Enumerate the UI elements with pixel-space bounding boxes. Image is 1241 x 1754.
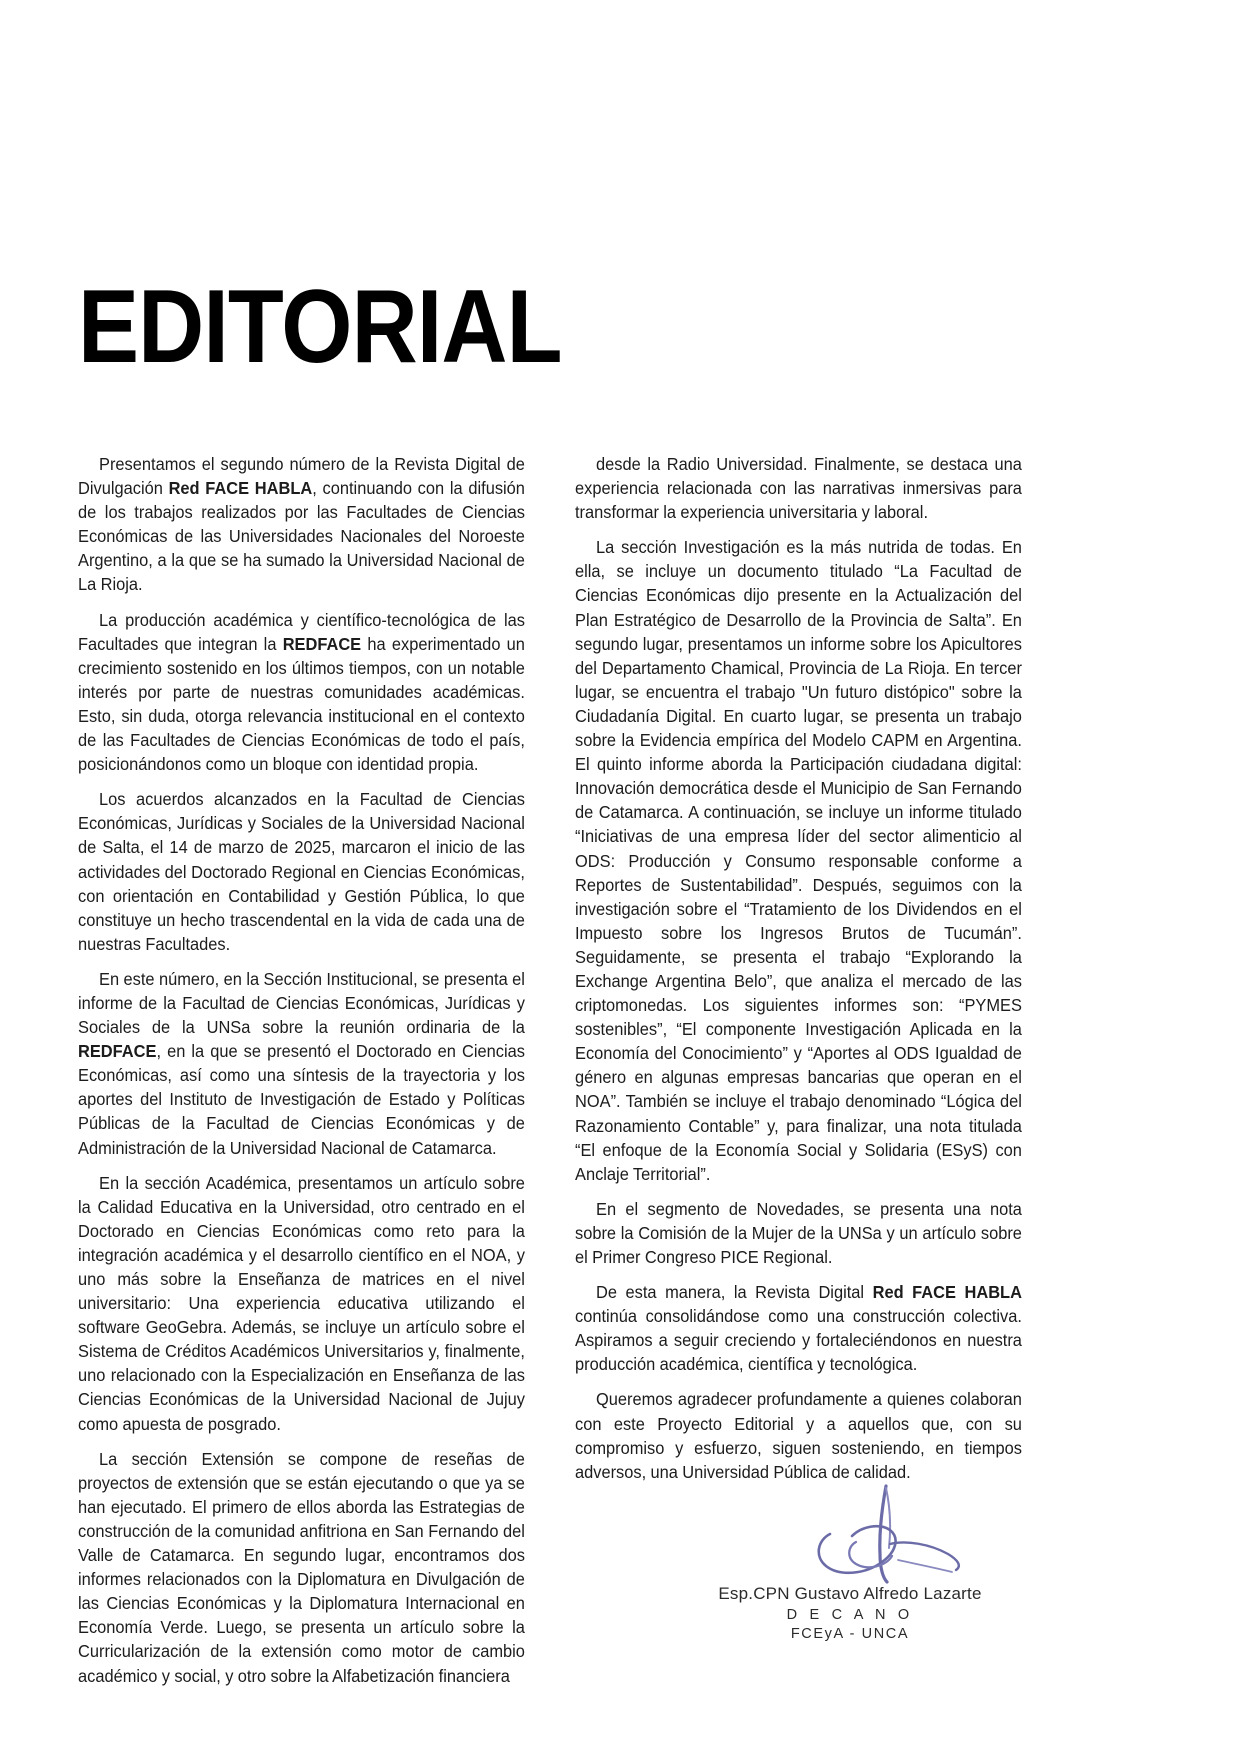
paragraph-p8 — [575, 535, 1022, 1186]
paragraph-p5 — [78, 1171, 525, 1436]
text-run: La sección Investigación es la más nutrida de todas. En ella, se incluye un documento titulado “La Facultad de Ciencias Económicas dijo presente en la Actualización del Plan Estratégico de Desarrollo de la Provincia de Salta”. En segundo lugar, presentamos un informe sobre los Apicultores del Departamento Chamical, Provincia de La Rioja. En tercer lugar, se encuentra el trabajo "Un futuro distópico" sobre la Ciudadanía Digital. En cuarto lugar, se presenta un trabajo sobre la Evidencia empírica del Modelo CAPM en Argentina. El quinto informe aborda la Participación ciudadana digital: Innovación democrática desde el Municipio de San Fernando de Catamarca. A continuación, se incluye un informe titulado “Iniciativas de una empresa líder del sector alimenticio al ODS: Producción y Consumo responsable conforme a Reportes de Sustentabilidad”. Después, seguimos con la investigación sobre el “Tratamiento de los Dividendos en el Impuesto sobre los Ingresos Brutos de Tucumán”. Seguidamente, se presenta el trabajo “Explorando la Exchange Argentina Belo”, que analiza el mercado de las criptomonedas. Los siguientes informes son: “PYMES sostenibles”, “El componente Investigación Aplicada en la Economía del Conocimiento” y “Aportes al ODS Igualdad de género en algunas empresas bancarias que operan en el NOA”. También se incluye el trabajo denominado “Lógica del Razonamiento Contable” y, para finalizar, una nota titulada “El enfoque de la Economía Social y Solidaria (ESyS) con Anclaje Territorial”. — [575, 537, 1022, 1184]
text-run: En este número, en la Sección Institucional, se presenta el informe de la Facultad de Ciencias Económicas, Jurídicas y Sociales de la UNSa sobre la reunión ordinaria de la — [78, 968, 525, 1038]
text-run: La producción académica y científico-tecnológica de las Facultades que integran la — [78, 609, 525, 654]
text-run: desde la Radio Universidad. Finalmente, se destaca una experiencia relacionada con las narrativas inmersivas para transformar la experiencia universitaria y laboral. — [575, 454, 1022, 523]
paragraph-p4 — [78, 967, 525, 1160]
signature-block — [640, 1482, 1060, 1642]
paragraph-p2 — [78, 608, 525, 777]
text-run: En la sección Académica, presentamos un artículo sobre la Calidad Educativa en la Universidad, otro centrado en el Doctorado en Ciencias Económicas como reto para la integración académica y el desarrollo científico en el NOA, y uno más sobre la Enseñanza de matrices en el nivel universitario: Una experiencia educativa utilizando el software GeoGebra. Además, se incluye un artículo sobre el Sistema de Créditos Académicos Universitarios y, finalmente, uno relacionado con la Especialización en Enseñanza de las Ciencias Económicas de la Universidad Nacional de Jujuy como apuesta de posgrado. — [78, 1172, 525, 1434]
text-run: La sección Extensión se compone de reseñas de proyectos de extensión que se están ejecutando o que ya se han ejecutado. El primero de ellos aborda las Estrategias de construcción de la comunidad anfitriona en San Fernando del Valle de Catamarca. En segundo lugar, encontramos dos informes relacionados con la Diplomatura en Divulgación de las Ciencias Económicas y la Diplomatura Internacional en Economía Verde. Luego, se presenta un artículo sobre la Curricularización de la extensión como motor de cambio académico y social, y otro sobre la Alfabetización financiera — [78, 1448, 525, 1686]
text-run: De esta manera, la Revista Digital — [596, 1282, 873, 1303]
paragraph-p7 — [575, 452, 1022, 524]
text-run: En el segmento de Novedades, se presenta una nota sobre la Comisión de la Mujer de la UNSa y un artículo sobre el Primer Congreso PICE Regional. — [575, 1198, 1022, 1267]
paragraph-p6 — [78, 1447, 525, 1688]
handwritten-signature-icon — [710, 1482, 1060, 1590]
emphasis-term: REDFACE — [282, 633, 362, 654]
emphasis-term: Red FACE HABLA — [168, 478, 313, 499]
text-run: continúa consolidándose como una construcción colectiva. Aspiramos a seguir creciendo y fortaleciéndonos en nuestra producción académica, científica y tecnológica. — [575, 1306, 1022, 1375]
right-text-column — [575, 452, 1043, 1484]
signature-role: D E C A N O — [786, 1607, 914, 1623]
text-run: , continuando con la difusión de los trabajos realizados por las Facultades de Ciencias Económicas de las Universidades Nacionales del Noroeste Argentino, a la que se ha sumado la Universidad Nacional de La Rioja. — [78, 478, 525, 595]
emphasis-term: Red FACE HABLA — [872, 1282, 1022, 1303]
paragraph-p3 — [78, 787, 525, 956]
page-title: EDITORIAL — [78, 268, 562, 385]
text-run: Queremos agradecer profundamente a quienes colaboran con este Proyecto Editorial y a aquellos que, con su compromiso y esfuerzo, siguen sosteniendo, en tiempos adversos, una Universidad Pública de calidad. — [575, 1389, 1022, 1482]
paragraph-p9 — [575, 1197, 1022, 1269]
left-text-column — [78, 452, 546, 1688]
text-run: Presentamos el segundo número de la Revista Digital de Divulgación — [78, 454, 525, 499]
paragraph-p1 — [78, 452, 525, 597]
emphasis-term: REDFACE — [78, 1041, 157, 1062]
text-run: , en la que se presentó el Doctorado en Ciencias Económicas, así como una síntesis de la trayectoria y los aportes del Instituto de Investigación de Estado y Políticas Públicas de la Facultad de Ciencias Económicas y de Administración de la Universidad Nacional de Catamarca. — [78, 1041, 525, 1158]
text-run: ha experimentado un crecimiento sostenido en los últimos tiempos, con un notable interés por parte de nuestras comunidades académicas. Esto, sin duda, otorga relevancia institucional en el contexto de las Facultades de Ciencias Económicas de todo el país, posicionándonos como un bloque con identidad propia. — [78, 633, 525, 775]
signature-name: Esp.CPN Gustavo Alfredo Lazarte — [718, 1584, 982, 1603]
paragraph-p11 — [575, 1387, 1022, 1483]
text-run: Los acuerdos alcanzados en la Facultad de Ciencias Económicas, Jurídicas y Sociales de la Universidad Nacional de Salta, el 14 de marzo de 2025, marcaron el inicio de las actividades del Doctorado Regional en Ciencias Económicas, con orientación en Contabilidad y Gestión Pública, lo que constituye un hecho trascendental en la vida de cada una de nuestras Facultades. — [78, 789, 525, 954]
paragraph-p10 — [575, 1280, 1022, 1376]
signature-unit: FCEyA - UNCA — [790, 1626, 910, 1642]
